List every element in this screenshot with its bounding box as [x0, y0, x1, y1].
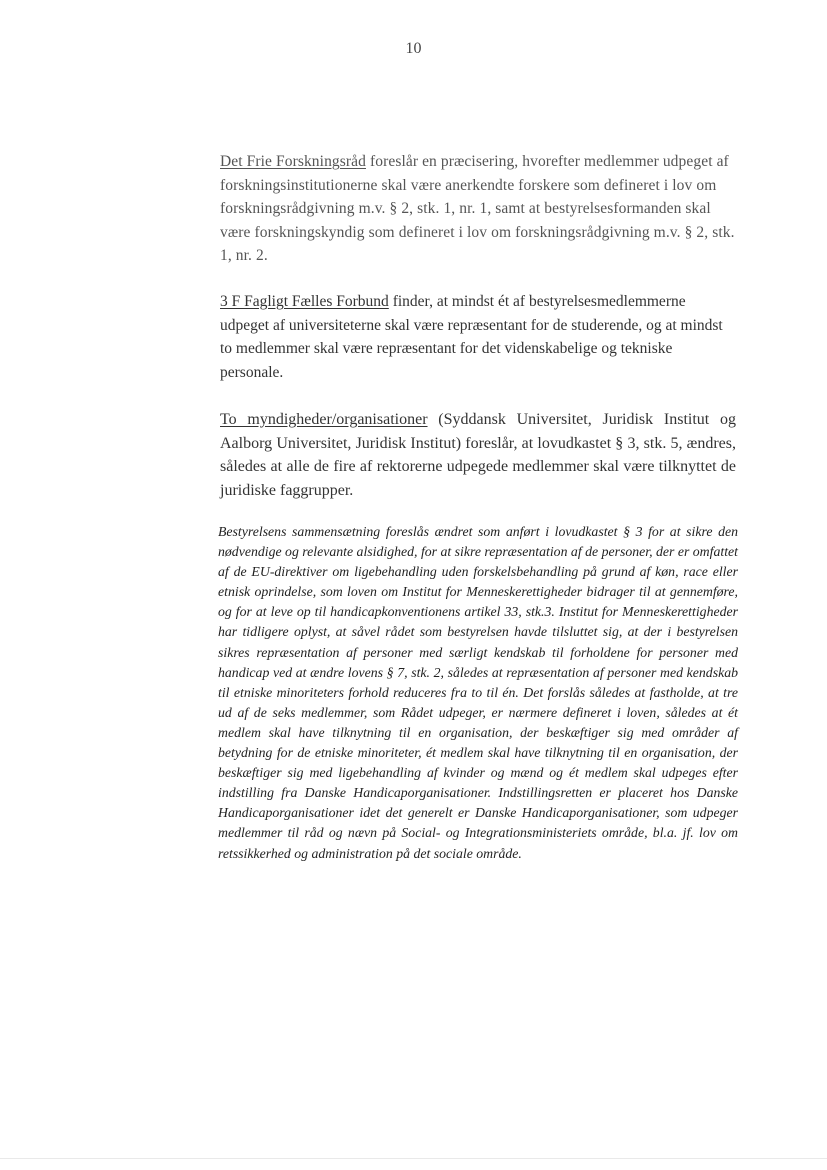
ministry-response: Bestyrelsens sammensætning foreslås ændret som anført i lovudkastet § 3 for at sikre den nødvendige og relevante alsidighed, for at sikre repræsentation af de personer, der er omfattet af de EU-direktiver om ligebehandling uden forskelsbehandling på grund af køn, race eller etnisk oprindelse, som loven om Institut for Menneskerettigheder bidrager til at gennemføre, og for at leve op til handicapkonventionens artikel 33, stk.3. Institut for Menneskerettigheder har tidligere oplyst, at såvel rådet som bestyrelsen havde tilsluttet sig, at der i bestyrelsen sikres repræsentation af personer med særligt kendskab til forholdene for personer med handicap ved at ændre lovens § 7, stk. 2, således at repræsentation af personer med kendskab til etniske minoriteters forhold reduceres fra to til én. Det forslås således at fastholde, at tre ud af de seks medlemmer, som Rådet udpeger, er nærmere defineret i loven, således at ét medlem skal have tilknytning til en organisation, der beskæftiger sig med områder af betydning for de etniske minoriteter, ét medlem skal have tilknytning til en organisation, der beskæftiger sig med ligebehandling af kvinder og mænd og ét medlem skal udpeges efter indstilling fra Danske Handicaporganisationer. Indstillingsretten er placeret hos Danske Handicaporganisationer idet det generelt er Danske Handicaporganisationer, som udpeger medlemmer til råd og nævn på Social- og Integrationsministeriets område, bl.a. jf. lov om retssikkerhed og administration på det sociale område. [218, 524, 738, 861]
organization-name: To myndigheder/organisationer [220, 411, 428, 428]
organization-name: Det Frie Forskningsråd [220, 153, 366, 170]
page-bottom-divider [0, 1158, 827, 1159]
paragraph-forskningsraad [220, 150, 736, 268]
paragraph-3f [220, 290, 736, 384]
paragraph-myndigheder [220, 408, 736, 502]
paragraph-text: finder, at mindst ét af bestyrelsesmedlemmerne udpeget af universiteterne skal være repræsentant for de studerende, og at mindst to medlemmer skal være repræsentant for det videnskabelige og tekniske personale. [220, 293, 723, 381]
page-number: 10 [405, 40, 422, 57]
organization-name: 3 F Fagligt Fælles Forbund [220, 293, 389, 310]
paragraph-text: (Syddansk Universitet, Juridisk Institut og Aalborg Universitet, Juridisk Institut) foreslår, at lovudkastet § 3, stk. 5, ændres, således at alle de fire af rektorerne udpegede medlemmer skal være tilknyttet de juridiske faggrupper. [220, 411, 737, 499]
paragraph-text: foreslår en præcisering, hvorefter medlemmer udpeget af forskningsinstitutionerne skal være anerkendte forskere som defineret i lov om forskningsrådgivning m.v. § 2, stk. 1, nr. 1, samt at bestyrelsesformanden skal være forskningskyndig som defineret i lov om forskningsrådgivning m.v. § 2, stk. 1, nr. 2. [220, 153, 735, 264]
